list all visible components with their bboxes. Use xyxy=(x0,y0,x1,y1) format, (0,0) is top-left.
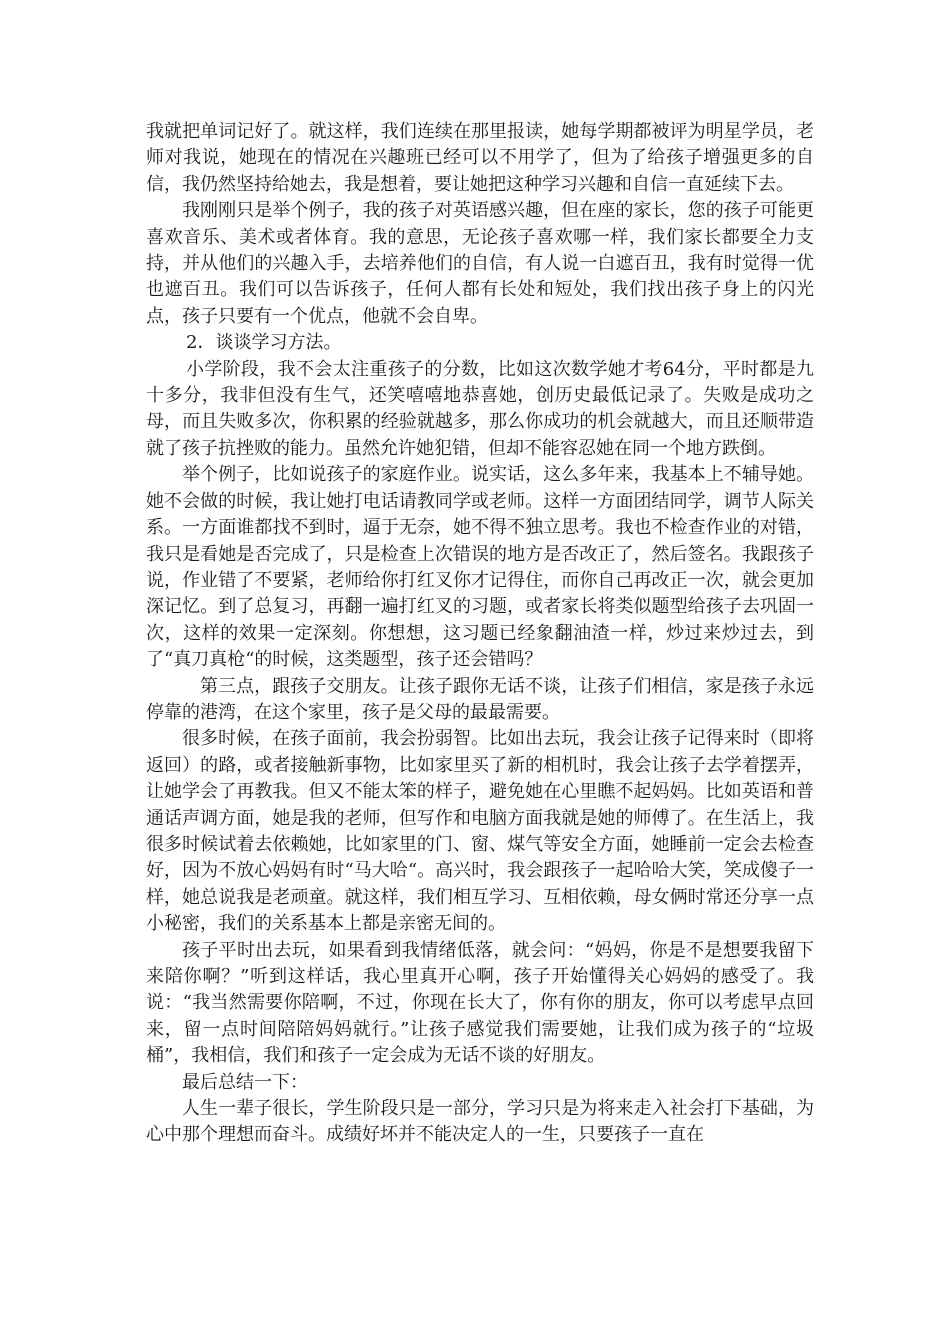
paragraph-8: 人生一辈子很长，学生阶段只是一部分，学习只是为将来走入社会打下基础，为心中那个理想而奋斗。成绩好坏并不能决定人的一生，只要孩子一直在 xyxy=(146,1098,814,1146)
document-body xyxy=(146,119,814,1149)
paragraph-7: 孩子平时出去玩，如果看到我情绪低落，就会问：“妈妈，你是不是想要我留下来陪你啊？”听到这样话，我心里真开心啊，孩子开始懂得关心妈妈的感受了。我说：“我当然需要你陪啊，不过，你现在长大了，你有你的朋友，你可以考虑早点回来，留一点时间陪陪妈妈就行。”让孩子感觉我们需要她，让我们成为孩子的“垃圾桶”，我相信，我们和孩子一定会成为无话不谈的好朋友。 xyxy=(146,939,814,1067)
summary-heading: 最后总结一下： xyxy=(182,1071,308,1093)
section-heading-learning-methods: 2．谈谈学习方法。 xyxy=(186,332,342,354)
paragraph-5: 第三点，跟孩子交朋友。让孩子跟你无话不谈，让孩子们相信，家是孩子永远停靠的港湾，在这个家里，孩子是父母的最最需要。 xyxy=(146,675,814,723)
paragraph-6: 很多时候，在孩子面前，我会扮弱智。比如出去玩，我会让孩子记得来时（即将返回）的路，或者接触新事物，比如家里买了新的相机时，我会让孩子去学着摆弄，让她学会了再教我。但又不能太笨的样子，避免她在心里瞧不起妈妈。比如英语和普通话声调方面，她是我的老师，但写作和电脑方面我就是她的师傅了。在生活上，我很多时候试着去依赖她，比如家里的门、窗、煤气等安全方面，她睡前一定会去检查好，因为不放心妈妈有时“马大哈“。高兴时，我会跟孩子一起哈哈大笑，笑成傻子一样，她总说我是老顽童。就这样，我们相互学习、互相依赖，母女俩时常还分享一点小秘密，我们的关系基本上都是亲密无间的。 xyxy=(146,728,814,935)
paragraph-2: 我刚刚只是举个例子，我的孩子对英语感兴趣，但在座的家长，您的孩子可能更喜欢音乐、美术或者体育。我的意思，无论孩子喜欢哪一样，我们家长都要全力支持，并从他们的兴趣入手，去培养他们的自信，有人说一白遮百丑，我有时觉得一优也遮百丑。我们可以告诉孩子，任何人都有长处和短处，我们找出孩子身上的闪光点，孩子只要有一个优点，他就不会自卑。 xyxy=(146,200,814,327)
paragraph-4: 举个例子，比如说孩子的家庭作业。说实话，这么多年来，我基本上不辅导她。她不会做的时候，我让她打电话请教同学或老师。这样一方面团结同学，调节人际关系。一方面谁都找不到时，逼于无奈，她不得不独立思考。我也不检查作业的对错，我只是看她是否完成了，只是检查上次错误的地方是否改正了，然后签名。我跟孩子说，作业错了不要紧，老师给你打红叉你才记得住，而你自己再改正一次，就会更加深记忆。到了总复习，再翻一遍打红叉的习题，或者家长将类似题型给孩子去巩固一次，这样的效果一定深刻。你想想，这习题已经象翻油渣一样，炒过来炒过去，到了“真刀真枪“的时候，这类题型，孩子还会错吗？ xyxy=(146,464,814,671)
paragraph-1: 我就把单词记好了。就这样，我们连续在那里报读，她每学期都被评为明星学员，老师对我说，她现在的情况在兴趣班已经可以不用学了，但为了给孩子增强更多的自信，我仍然坚持给她去，我是想着，要让她把这种学习兴趣和自信一直延续下去。 xyxy=(146,121,814,195)
paragraph-3: 小学阶段，我不会太注重孩子的分数，比如这次数学她才考64分，平时都是九十多分，我非但没有生气，还笑嘻嘻地恭喜她，创历史最低记录了。失败是成功之母，而且失败多次，你积累的经验就越多，那么你成功的机会就越大，而且还顺带造就了孩子抗挫败的能力。虽然允许她犯错，但却不能容忍她在同一个地方跌倒。 xyxy=(146,358,814,459)
